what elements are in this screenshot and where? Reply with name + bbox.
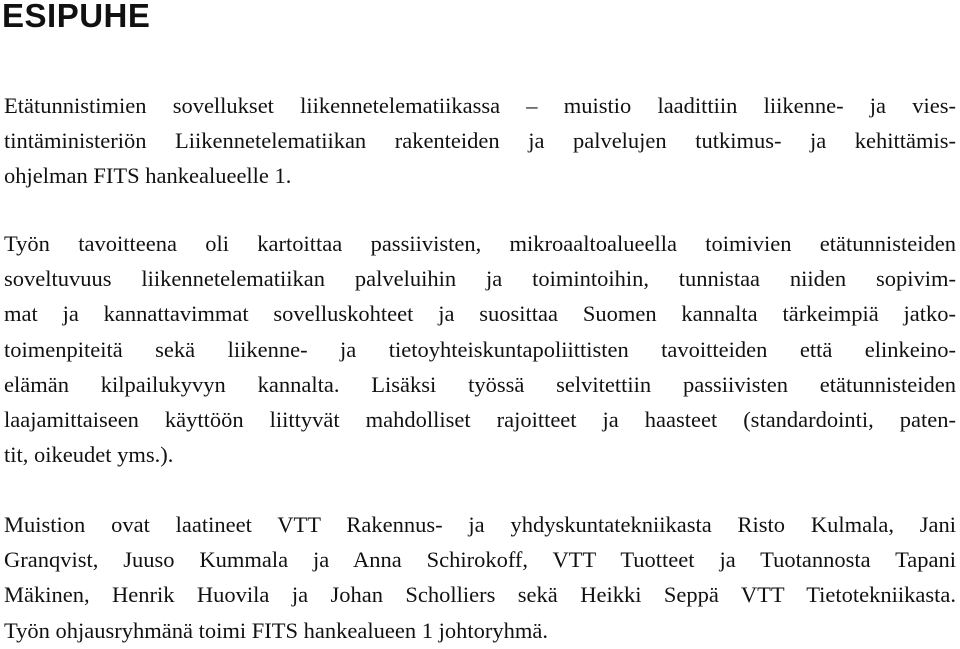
text-line: tintäministeriön Liikennetelematiikan rakenteiden ja palvelujen tutkimus- ja kehittämis- [4,128,956,154]
text-line: Granqvist, Juuso Kummala ja Anna Schirokoff, VTT Tuotteet ja Tuotannosta Tapani [4,547,956,573]
text-line: laajamittaiseen käyttöön liittyvät mahdolliset rajoitteet ja haasteet (standardointi, paten- [4,406,956,432]
text-line: tit, oikeudet yms.). [4,442,174,468]
text-line: mat ja kannattavimmat sovelluskohteet ja suosittaa Suomen kannalta tärkeimpiä jatko- [4,301,956,327]
text-line: ohjelman FITS hankealueelle 1. [4,163,292,189]
text-line: Etätunnistimien sovellukset liikennetelematiikassa – muistio laadittiin liikenne- ja vies- [4,93,956,118]
text-line: elämän kilpailukyvyn kannalta. Lisäksi työssä selvitettiin passiivisten etätunnisteiden [4,371,956,397]
text-line: soveltuvuus liikennetelematiikan palveluihin ja toimintoihin, tunnistaa niiden sopivim- [4,266,956,292]
page-title: ESIPUHE [2,0,151,34]
text-line: Työn tavoitteena oli kartoittaa passiivisten, mikroaaltoalueella toimivien etätunnisteiden [4,231,956,256]
text-line: Mäkinen, Henrik Huovila ja Johan Scholliers sekä Heikki Seppä VTT Tietotekniikasta. [4,582,956,608]
text-line: toimenpiteitä sekä liikenne- ja tietoyhteiskuntapoliittisten tavoitteiden että elinkeino- [4,336,956,362]
text-line: Muistion ovat laatineet VTT Rakennus- ja yhdyskuntatekniikasta Risto Kulmala, Jani [4,512,956,537]
text-line: Työn ohjausryhmänä toimi FITS hankealueen 1 johtoryhmä. [4,617,548,643]
paragraph-purpose [4,88,956,194]
paragraph-authors [4,507,956,648]
paragraph-goals [4,226,956,472]
